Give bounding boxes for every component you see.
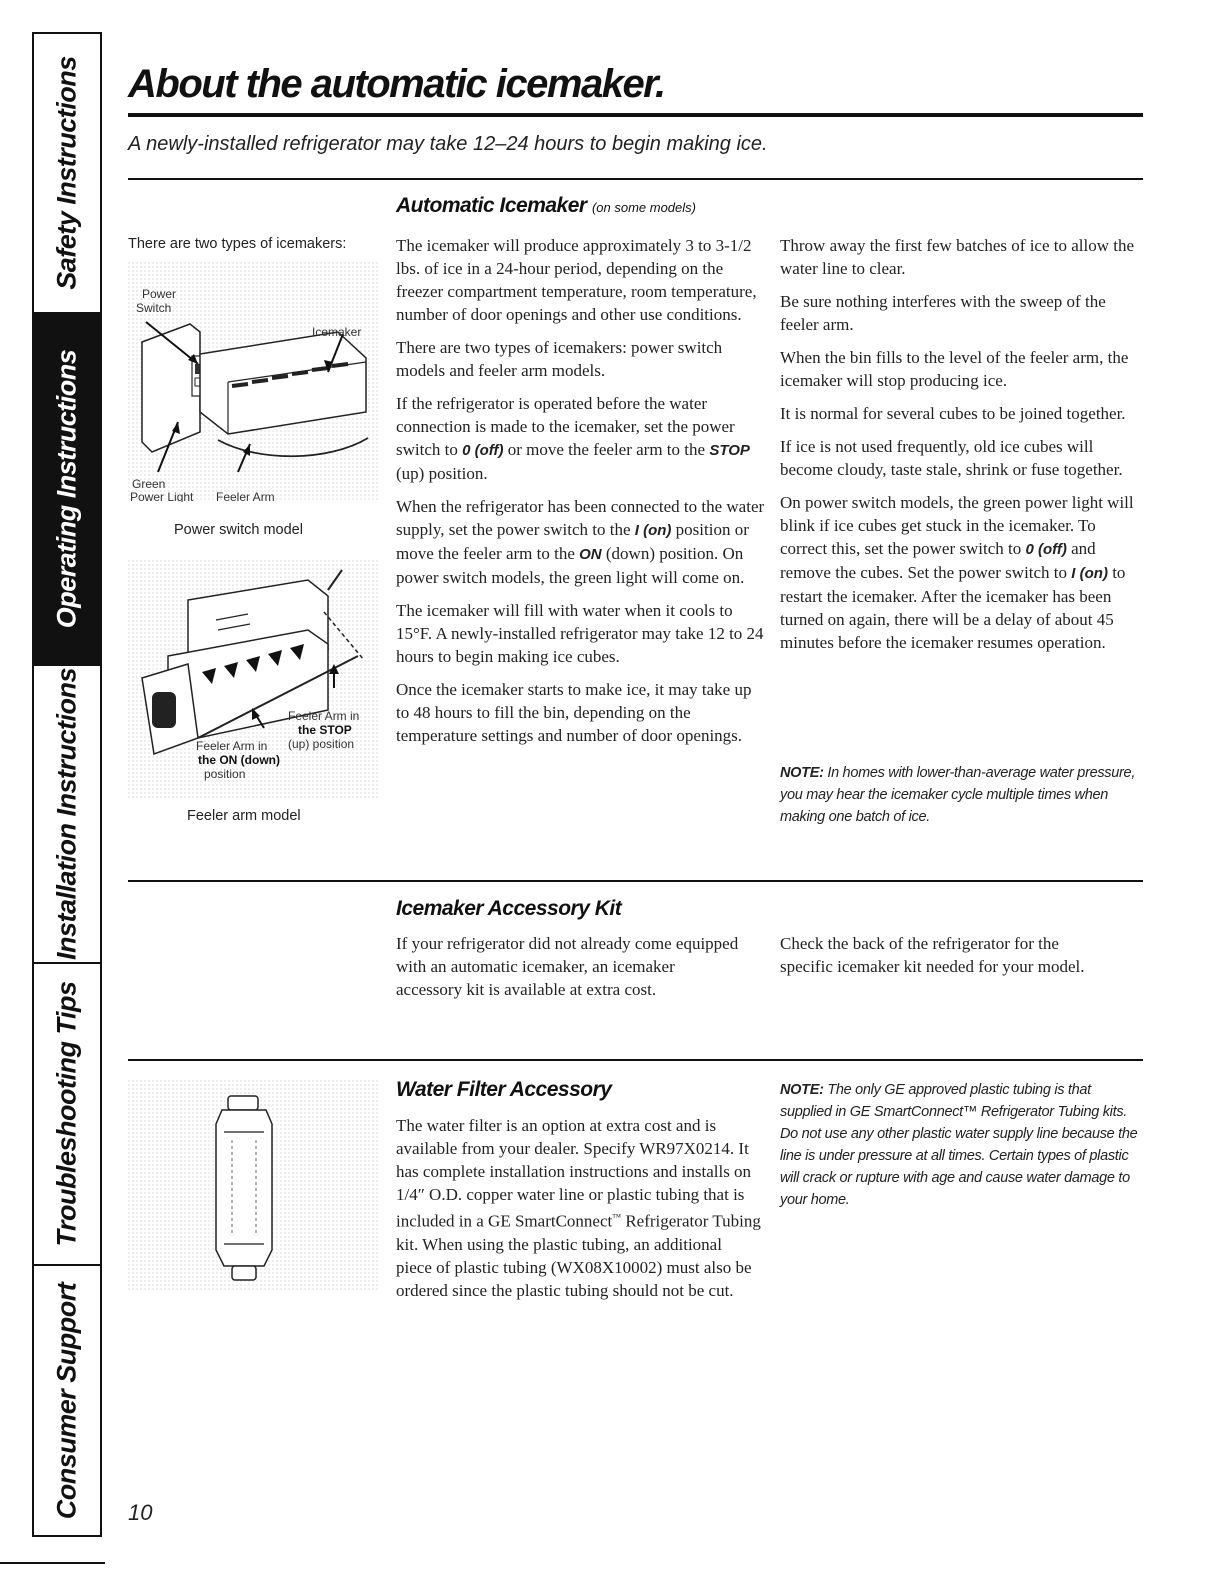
fill-with-water-paragraph: The icemaker will fill with water when it cools to 15°F. A newly-installed refrigerator may take 12 to 24 hours to begin making ice cubes. xyxy=(396,601,764,666)
heading-text: Automatic Icemaker xyxy=(396,194,587,217)
page-title: About the automatic icemaker. xyxy=(128,62,665,106)
water-filter-drawing xyxy=(128,1080,378,1292)
callout-the-on-down: the ON (down) xyxy=(198,753,280,767)
power-switch-model-caption: Power switch model xyxy=(174,522,303,538)
callout-green: Green xyxy=(132,477,166,491)
title-rule xyxy=(128,113,1143,117)
power-switch-icemaker-illustration xyxy=(128,262,378,502)
callout-arm-in-stop: Feeler Arm in xyxy=(288,709,360,723)
text-run: to restart the icemaker. After the icemaker has been turned on again, there will be a delay of about 45 minutes before the icemaker resumes operation. xyxy=(780,563,1126,652)
text-run: (down) position. On power switch models, the green light will come on. xyxy=(396,544,745,587)
tab-operating-instructions[interactable] xyxy=(34,314,100,666)
bin-fills-paragraph: When the bin fills to the level of the feeler arm, the icemaker will stop producing ice. xyxy=(780,348,1129,390)
section-tab-rail xyxy=(32,32,102,1537)
tab-safety-instructions[interactable] xyxy=(34,34,100,314)
callout-arm-in-on: Feeler Arm in xyxy=(196,739,268,753)
tab-label-safety: Safety Instructions xyxy=(51,56,82,290)
green-light-blink-paragraph xyxy=(780,491,1140,654)
icemaker-accessory-kit-heading: Icemaker Accessory Kit xyxy=(396,897,622,920)
heading-note: (on some models) xyxy=(591,200,696,215)
text-run: The water filter is an option at extra cost and is available from your dealer. Specify WR97X0214. It has complete installation instructions and installs on 1/4″ O.D. copper water line or plastic tubing that is included in a GE SmartConnect xyxy=(396,1116,752,1231)
before-water-connection-paragraph xyxy=(396,392,766,485)
bold-off-label: 0 (off) xyxy=(1025,541,1067,558)
text-run: position or move the feeler arm to the xyxy=(396,520,749,563)
throw-away-paragraph: Throw away the first few batches of ice to allow the water line to clear. xyxy=(780,236,1135,278)
section-divider xyxy=(128,178,1143,180)
callout-up-position: (up) position xyxy=(288,737,355,751)
bold-on-down-label: ON xyxy=(579,546,602,563)
tab-installation-instructions[interactable] xyxy=(34,666,100,964)
callout-switch: Switch xyxy=(136,301,172,315)
tab-label-consumer: Consumer Support xyxy=(51,1282,82,1519)
icemaker-types-paragraph: There are two types of icemakers: power switch models and feeler arm models. xyxy=(396,338,723,380)
callout-the-stop: the STOP xyxy=(298,723,352,737)
section-divider xyxy=(128,1059,1143,1061)
automatic-icemaker-right-column xyxy=(780,234,1140,664)
old-cubes-paragraph: If ice is not used frequently, old ice cubes will become cloudy, taste stale, shrink or fuse together. xyxy=(780,437,1123,479)
callout-power: Power xyxy=(142,287,177,301)
tab-label-operating: Operating Instructions xyxy=(51,349,82,629)
icemaker-production-paragraph: The icemaker will produce approximately 3 to 3-1/2 lbs. of ice in a 24-hour period, depending on the freezer compartment temperature, room temperature, number of door openings and other use conditions. xyxy=(396,236,757,324)
accessory-kit-paragraph: If your refrigerator did not already come equipped with an automatic icemaker, an icemaker accessory kit is available at extra cost. xyxy=(396,934,739,999)
bold-stop-label: STOP xyxy=(709,442,750,459)
cubes-joined-paragraph: It is normal for several cubes to be joined together. xyxy=(780,404,1126,423)
icemaker-types-label: There are two types of icemakers: xyxy=(128,236,347,252)
trademark-mark: ™ xyxy=(612,1212,622,1222)
text-run: (up) position. xyxy=(396,464,488,483)
feeler-arm-icemaker-drawing xyxy=(128,560,378,800)
text-run: Refrigerator Tubing kit. When using the plastic tubing, an additional piece of plastic tubing (WX08X10002) must also be ordered since the plastic tubing should not be cut. xyxy=(396,1211,761,1300)
bold-on-label: I (on) xyxy=(634,522,672,539)
accessory-kit-right-text xyxy=(780,932,1100,988)
text-run: On power switch models, the green power light will blink if ice cubes get stuck in the icemaker. To correct this, set the power switch to xyxy=(780,493,1134,558)
note-label: NOTE: xyxy=(780,1082,824,1098)
bold-off-label: 0 (off) xyxy=(462,442,504,459)
water-filter-paragraph xyxy=(396,1114,761,1302)
water-filter-accessory-heading: Water Filter Accessory xyxy=(396,1078,612,1101)
bold-on-label: I (on) xyxy=(1071,565,1108,582)
note-text: The only GE approved plastic tubing is that supplied in GE SmartConnect™ Refrigerator Tubing kits. Do not use any other plastic water supply line because the line is under pressure at all times. Certain types of plastic will crack or rupture with age and cause water damage to your home. xyxy=(780,1082,1138,1208)
text-run: When the refrigerator has been connected to the water supply, set the power switch to the xyxy=(396,497,765,539)
text-run: or move the feeler arm to the xyxy=(503,440,710,459)
section-divider xyxy=(128,880,1143,882)
page-number: 10 xyxy=(128,1500,153,1525)
check-kit-paragraph: Check the back of the refrigerator for the specific icemaker kit needed for your model. xyxy=(780,934,1085,976)
page-subtitle: A newly-installed refrigerator may take 12–24 hours to begin making ice. xyxy=(128,133,768,155)
water-filter-illustration xyxy=(128,1080,378,1292)
tab-troubleshooting-tips[interactable] xyxy=(34,964,100,1266)
automatic-icemaker-middle-column xyxy=(396,234,766,757)
bottom-edge-rule xyxy=(0,1562,105,1564)
callout-feeler-arm: Feeler Arm xyxy=(216,490,275,502)
feeler-sweep-paragraph: Be sure nothing interferes with the sweep of the feeler arm. xyxy=(780,292,1106,334)
text-run: and remove the cubes. Set the power switch to xyxy=(780,539,1096,582)
tab-consumer-support[interactable] xyxy=(34,1266,100,1535)
water-filter-body xyxy=(396,1114,761,1312)
note-text: In homes with lower-than-average water pressure, you may hear the icemaker cycle multiple times when making one batch of ice. xyxy=(780,765,1136,825)
accessory-kit-left-text xyxy=(396,932,741,1011)
note-label: NOTE: xyxy=(780,765,824,781)
power-switch-icemaker-drawing xyxy=(128,262,378,502)
low-pressure-note xyxy=(780,762,1140,828)
callout-icemaker: Icemaker xyxy=(312,325,362,339)
tab-label-installation: Installation Instructions xyxy=(51,667,82,961)
plastic-tubing-note xyxy=(780,1079,1140,1211)
feeler-arm-icemaker-illustration xyxy=(128,560,378,800)
tab-label-troubleshooting: Troubleshooting Tips xyxy=(51,981,82,1247)
feeler-arm-model-caption: Feeler arm model xyxy=(187,808,301,824)
automatic-icemaker-heading xyxy=(396,194,696,218)
fill-bin-paragraph: Once the icemaker starts to make ice, it may take up to 48 hours to fill the bin, depending on the temperature settings and number of door openings. xyxy=(396,680,752,745)
callout-position: position xyxy=(204,767,246,781)
text-run: If the refrigerator is operated before the water connection is made to the icemaker, set the power switch to xyxy=(396,394,735,459)
callout-power-light: Power Light xyxy=(130,490,194,502)
after-water-connection-paragraph xyxy=(396,495,766,589)
